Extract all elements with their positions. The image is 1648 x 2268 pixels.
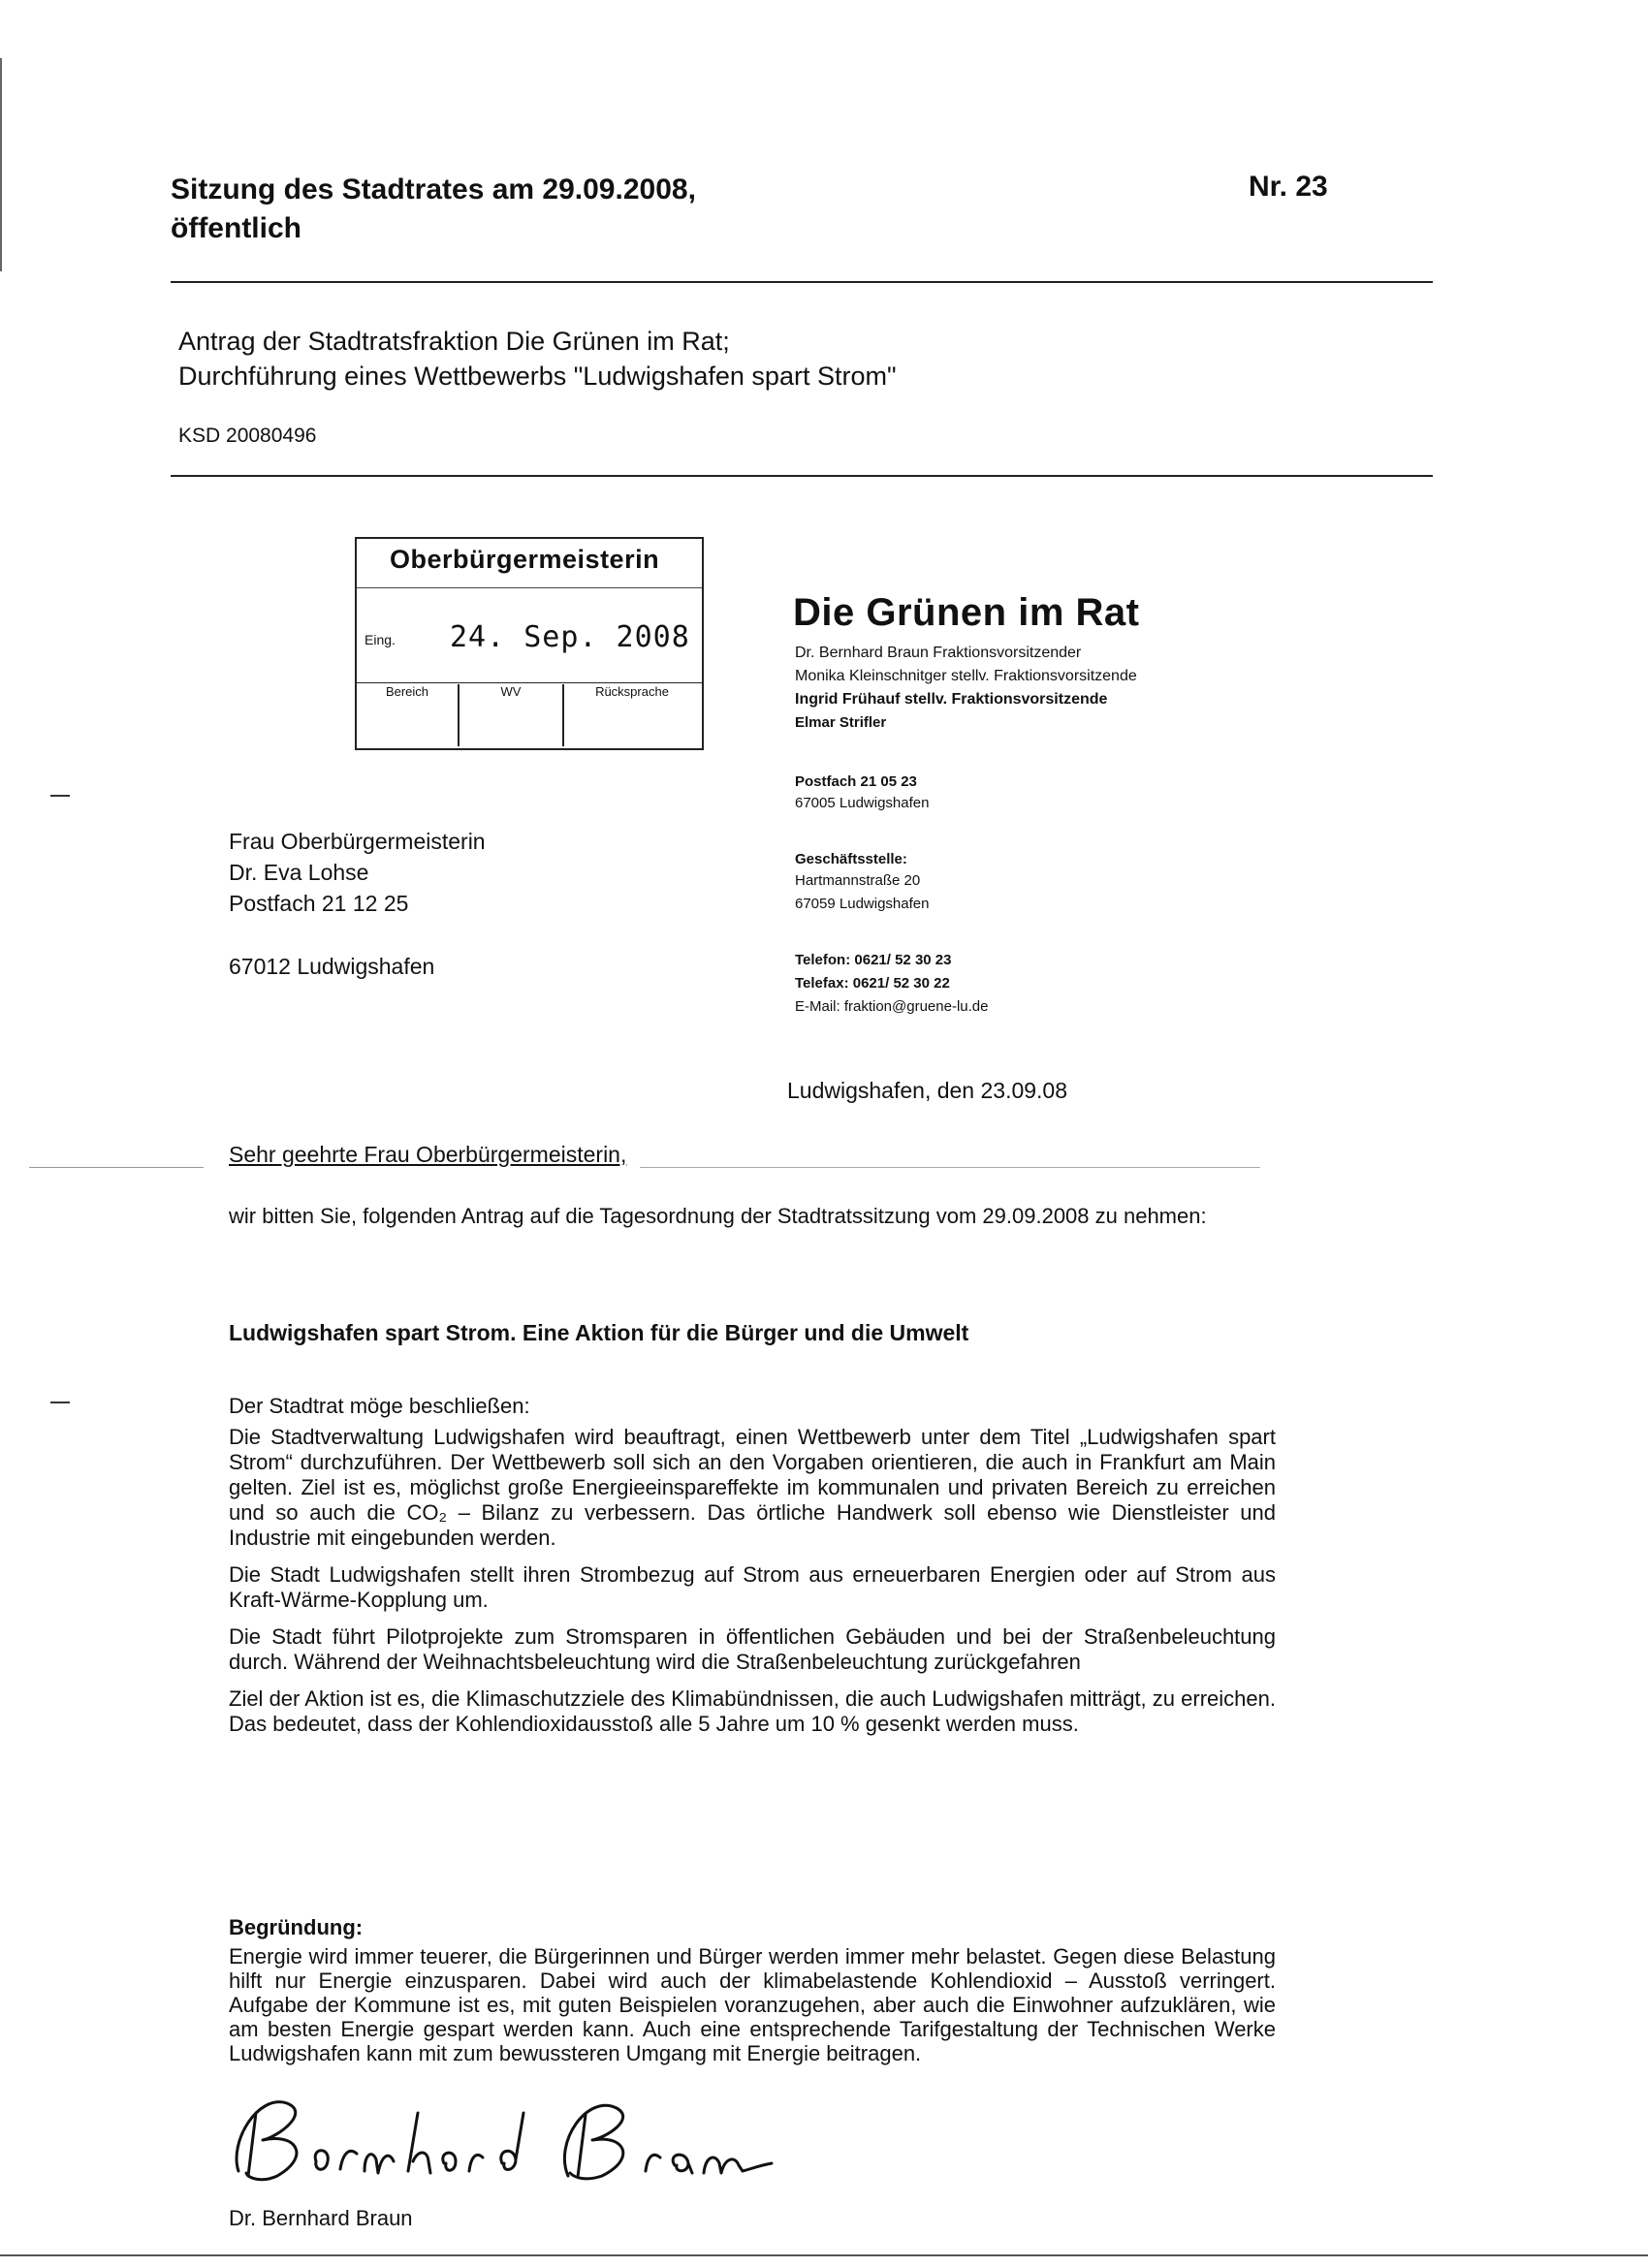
party-name: Die Grünen im Rat bbox=[793, 591, 1140, 634]
resolution-intro: Der Stadtrat möge beschließen: bbox=[229, 1394, 530, 1418]
scan-mark bbox=[0, 2254, 1648, 2256]
receipt-stamp bbox=[355, 537, 704, 750]
resolution-paragraph: Die Stadtverwaltung Ludwigshafen wird beauftragt, einen Wettbewerb unter dem Titel „Ludwigshafen spart Strom“ durchzuführen. Der Wettbewerb soll sich an den Vorgaben orientieren, die auch in Frankfurt am Main gelten. Ziel ist es, möglichst große Energieeinspareffekte im kommunalen und privaten Bereich zu erreichen und so auch die CO₂ – Bilanz zu verbessern. Das örtliche Handwerk soll ebenso wie Dienstleister und Industrie mit eingebunden werden. bbox=[229, 1425, 1276, 1550]
scan-mark bbox=[50, 1402, 70, 1403]
subject-block bbox=[178, 324, 897, 394]
place-date: Ludwigshafen, den 23.09.08 bbox=[787, 1078, 1068, 1103]
office-city: 67059 Ludwigshafen bbox=[795, 896, 930, 912]
recipient-line1: Frau Oberbürgermeisterin bbox=[229, 829, 486, 854]
recipient-city: 67012 Ludwigshafen bbox=[229, 954, 435, 979]
fax: Telefax: 0621/ 52 30 22 bbox=[795, 975, 950, 992]
stamp-grid-line bbox=[357, 682, 702, 683]
scan-mark bbox=[640, 1167, 1260, 1168]
recipient-address bbox=[229, 826, 486, 919]
office-street: Hartmannstraße 20 bbox=[795, 872, 921, 889]
stamp-cell-wv: WV bbox=[460, 684, 564, 746]
resolution-paragraph: Ziel der Aktion ist es, die Klimaschutzziele des Klimabündnissen, die auch Ludwigshafen mitträgt, zu erreichen. Das bedeutet, dass der Kohlendioxidausstoß alle 5 Jahre um 10 % gesenkt werden muss. bbox=[229, 1686, 1276, 1736]
scan-mark bbox=[0, 58, 2, 271]
member-line: Monika Kleinschnitger stellv. Fraktionsvorsitzende bbox=[795, 668, 1137, 684]
session-title-line1: Sitzung des Stadtrates am 29.09.2008, bbox=[171, 173, 696, 205]
intro-text: wir bitten Sie, folgenden Antrag auf die Tagesordnung der Stadtratssitzung vom 29.09.2008 zu nehmen: bbox=[229, 1204, 1207, 1228]
subject-line1: Antrag der Stadtratsfraktion Die Grünen im Rat; bbox=[178, 327, 730, 356]
agenda-number: Nr. 23 bbox=[1249, 171, 1328, 203]
proposal-title: Ludwigshafen spart Strom. Eine Aktion für die Bürger und die Umwelt bbox=[229, 1320, 969, 1345]
member-line: Elmar Strifler bbox=[795, 714, 887, 731]
ksd-number: KSD 20080496 bbox=[178, 425, 317, 447]
recipient-line3: Postfach 21 12 25 bbox=[229, 891, 409, 916]
header-divider bbox=[171, 281, 1433, 283]
signer-name: Dr. Bernhard Braun bbox=[229, 2206, 413, 2230]
member-line: Dr. Bernhard Braun Fraktionsvorsitzender bbox=[795, 645, 1082, 661]
stamp-divider bbox=[357, 587, 702, 588]
reason-heading: Begründung: bbox=[229, 1915, 364, 1939]
stamp-title: Oberbürgermeisterin bbox=[390, 545, 660, 574]
office-label: Geschäftsstelle: bbox=[795, 851, 907, 867]
handwritten-signature bbox=[219, 2084, 801, 2200]
stamp-eing-label: Eing. bbox=[364, 632, 396, 647]
recipient-line2: Dr. Eva Lohse bbox=[229, 860, 369, 885]
member-line: Ingrid Frühauf stellv. Fraktionsvorsitzende bbox=[795, 691, 1108, 708]
postfach-city: 67005 Ludwigshafen bbox=[795, 795, 930, 811]
scan-mark bbox=[29, 1167, 204, 1168]
stamp-cell-ruecksprache: Rücksprache bbox=[595, 684, 669, 699]
resolution-block bbox=[229, 1394, 1276, 1748]
postfach: Postfach 21 05 23 bbox=[795, 773, 917, 790]
session-title-line2: öffentlich bbox=[171, 212, 301, 244]
resolution-paragraph: Die Stadt führt Pilotprojekte zum Stromsparen in öffentlichen Gebäuden und bei der Straßenbeleuchtung durch. Während der Weihnachtsbeleuchtung wird die Straßenbeleuchtung zurückgefahren bbox=[229, 1624, 1276, 1674]
reason-text: Energie wird immer teuerer, die Bürgerinnen und Bürger werden immer mehr belastet. Gegen diese Belastung hilft nur Energie einzusparen. Dabei wird auch der klimabelastende Kohlendioxid – Ausstoß verringert. Aufgabe der Kommune ist es, mit guten Beispielen voranzugehen, aber auch die Einwohner aufzuklären, wie am besten Energie gespart werden kann. Auch eine entsprechende Tarifgestaltung der Technischen Werke Ludwigshafen kann mit zum bewussteren Umgang mit Energie beitragen. bbox=[229, 1944, 1276, 2065]
phone: Telefon: 0621/ 52 30 23 bbox=[795, 952, 952, 968]
stamp-cell-bereich: Bereich bbox=[357, 684, 460, 746]
scan-mark bbox=[50, 795, 70, 797]
subject-line2: Durchführung eines Wettbewerbs "Ludwigshafen spart Strom" bbox=[178, 362, 897, 391]
stamp-date: 24. Sep. 2008 bbox=[450, 620, 690, 654]
email: E-Mail: fraktion@gruene-lu.de bbox=[795, 998, 989, 1015]
resolution-paragraph: Die Stadt Ludwigshafen stellt ihren Strombezug auf Strom aus erneuerbaren Energien oder auf Strom aus Kraft-Wärme-Kopplung um. bbox=[229, 1562, 1276, 1612]
salutation: Sehr geehrte Frau Oberbürgermeisterin, bbox=[229, 1142, 627, 1167]
session-title bbox=[171, 171, 849, 248]
subject-divider bbox=[171, 475, 1433, 477]
